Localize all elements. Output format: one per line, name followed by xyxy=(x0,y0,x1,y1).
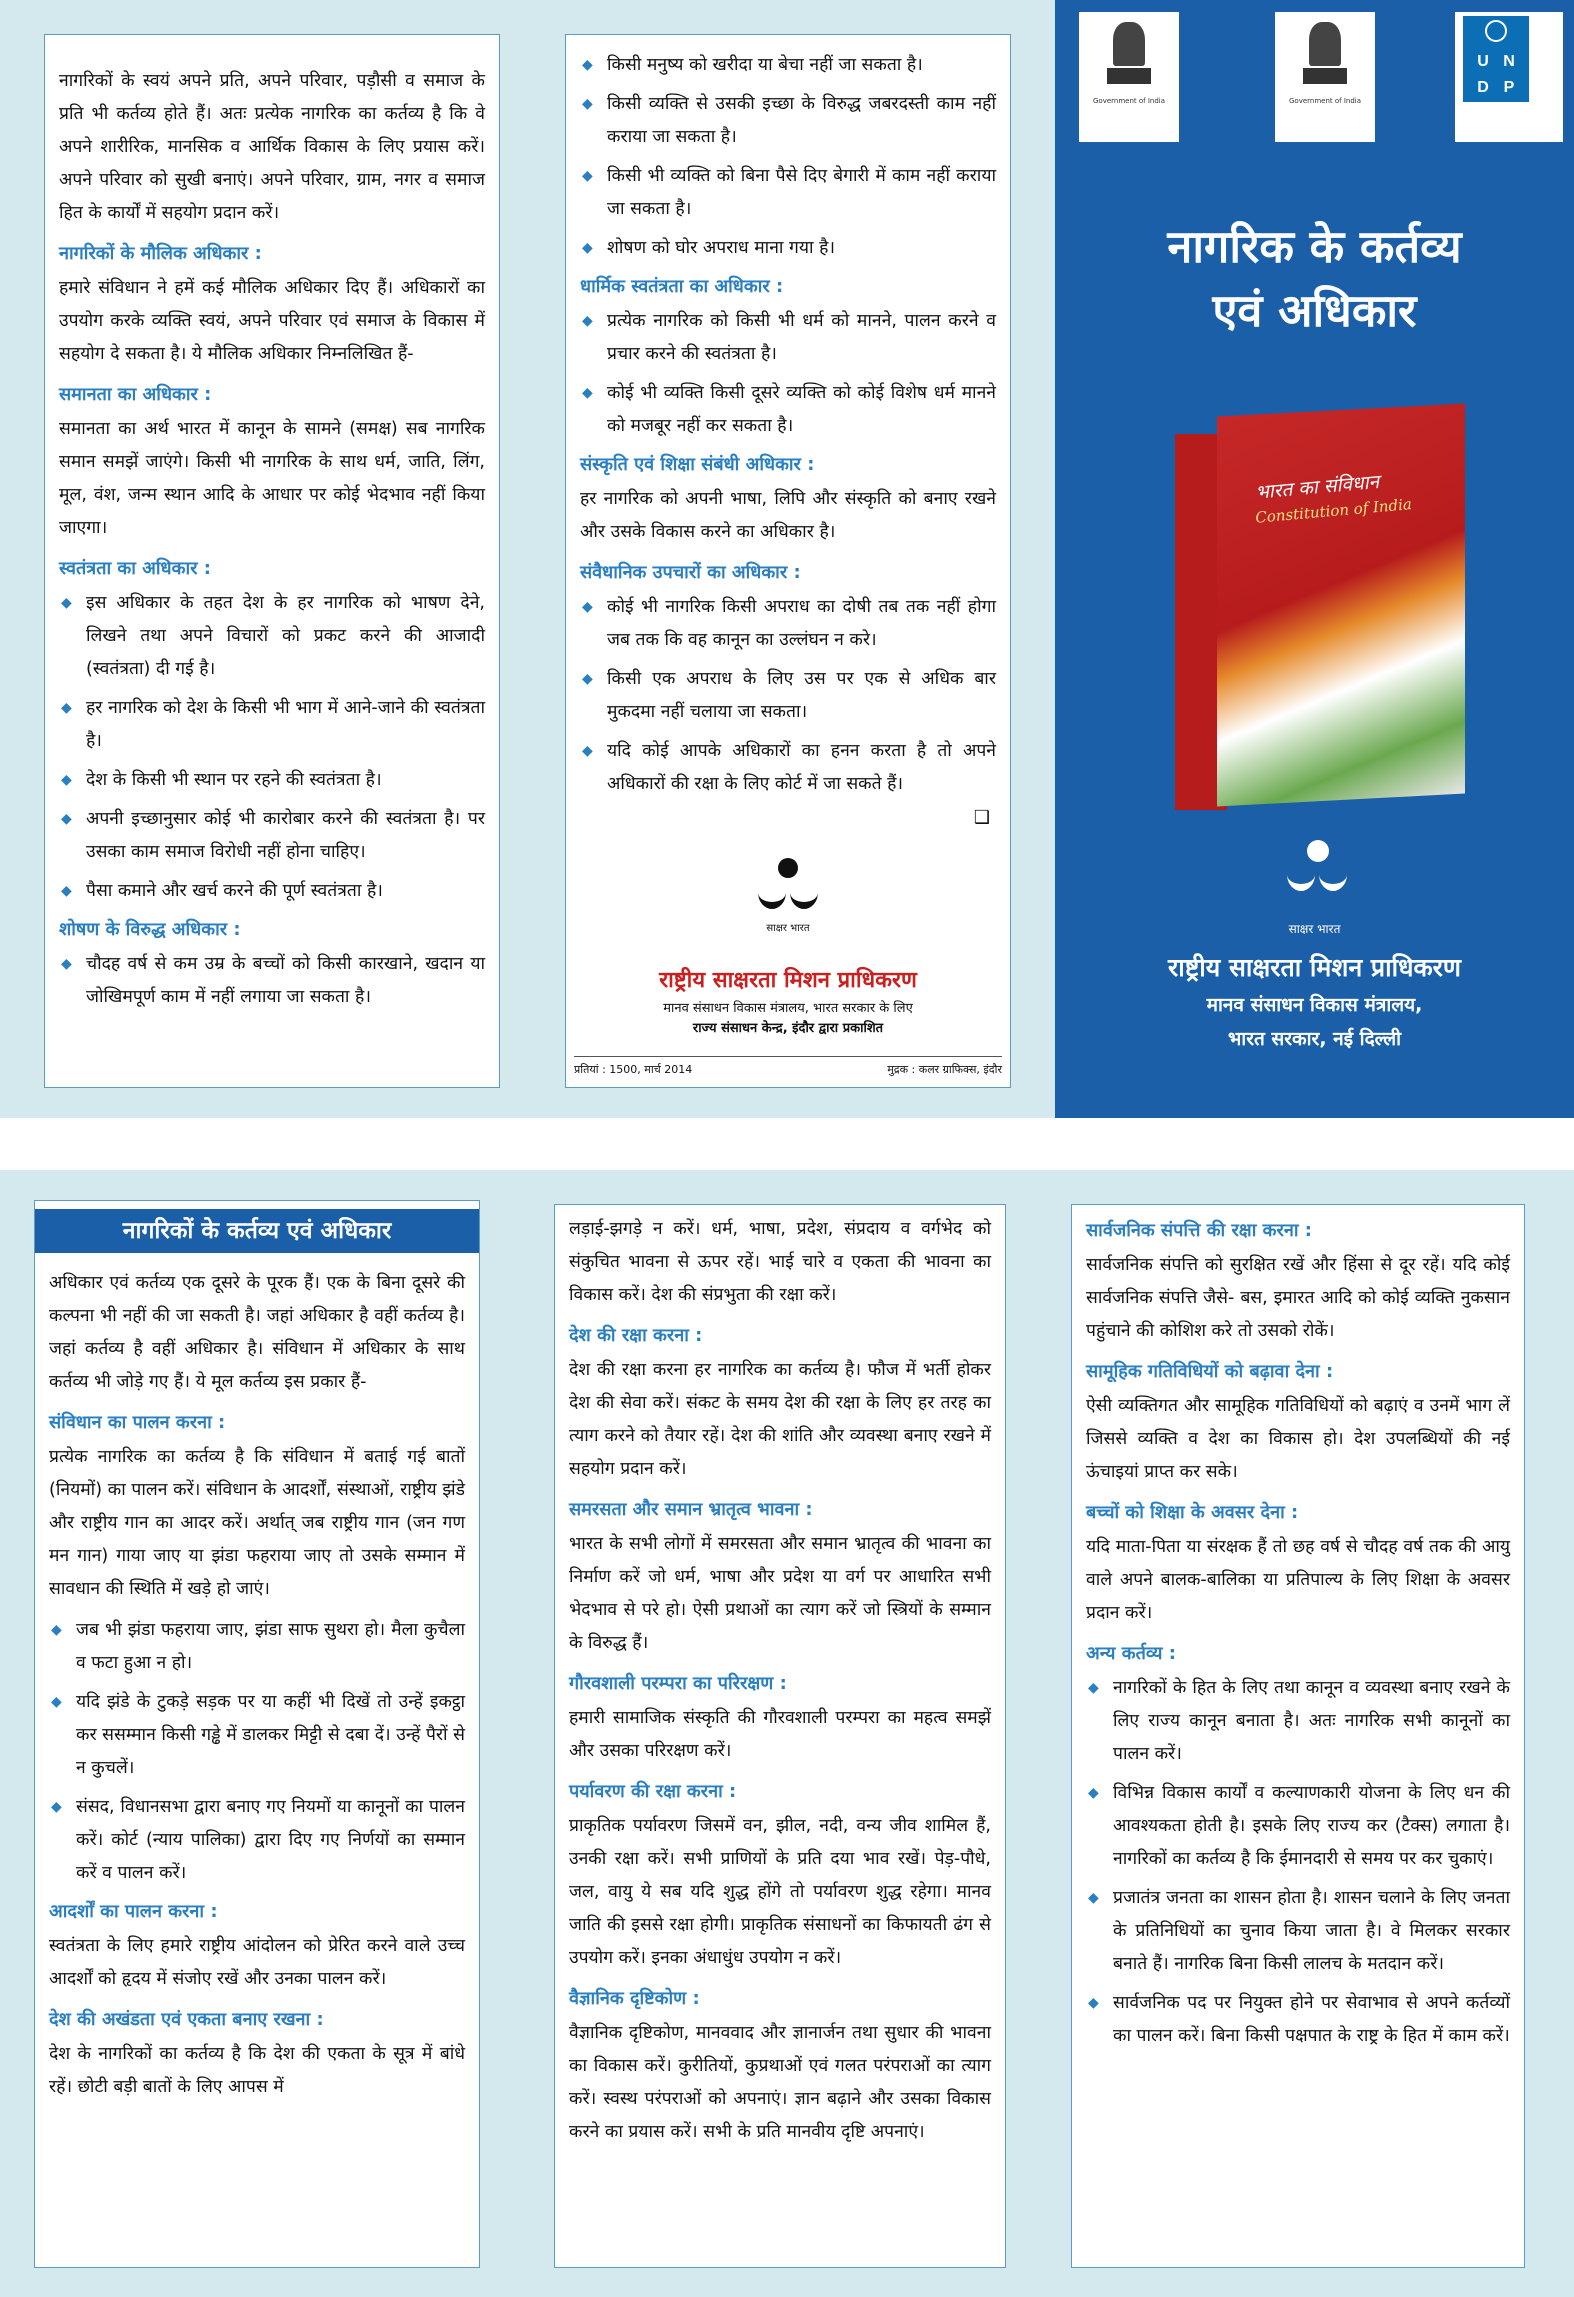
heading-unity-integrity: देश की अखंडता एवं एकता बनाए रखना : xyxy=(49,2009,324,2030)
list-item: ◆ कोई भी व्यक्ति किसी दूसरे व्यक्ति को कोई विशेष धर्म मानने को मजबूर नहीं कर सकता है। xyxy=(580,377,996,443)
ideals-paragraph: स्वतंत्रता के लिए हमारे राष्ट्रीय आंदोलन को प्रेरित करने वाले उच्च आदर्शों को हृदय में संजोए रखें और उनका पालन करें। xyxy=(49,1936,465,1989)
cover-title xyxy=(1055,215,1574,343)
top-panel-rights-2 xyxy=(565,34,1011,1088)
saakshar-bharat-logo-cover xyxy=(1287,840,1347,898)
intro-paragraph: नागरिकों के स्वयं अपने प्रति, अपने परिवार, पड़ौसी व समाज के प्रति भी कर्तव्य होते हैं। अतः प्रत्येक नागरिक का कर्तव्य है कि वे अपने शारीरिक, मानसिक व आर्थिक विकास के लिए प्रयास करें। अपने परिवार को सुखी बनाएं। अपने परिवार, ग्राम, नगर व समाज हित के कार्यों में सहयोग प्रदान करें। xyxy=(59,71,485,223)
list-item: ◆ किसी मनुष्य को खरीदा या बेचा नहीं जा सकता है। xyxy=(580,49,996,82)
heading-right-religion: धार्मिक स्वतंत्रता का अधिकार : xyxy=(580,276,784,297)
list-item: ◆ प्रत्येक नागरिक को किसी भी धर्म को मानने, पालन करने व प्रचार करने की स्वतंत्रता है। xyxy=(580,305,996,371)
top-sheet xyxy=(0,0,1574,1118)
duties-intro: अधिकार एवं कर्तव्य एक दूसरे के पूरक हैं। एक के बिना दूसरे की कल्पना भी नहीं की जा सकती है। जहां अधिकार है वहीं कर्तव्य है। जहां कर्तव्य है वहीं अधिकार है। संविधान में अधिकार के साथ कर्तव्य भी जोड़े गए हैं। ये मूल कर्तव्य इस प्रकार हैं- xyxy=(49,1273,465,1392)
heading-preserve-heritage: गौरवशाली परम्परा का परिरक्षण : xyxy=(569,1673,787,1694)
cover-org-sub-1: मानव संसाधन विकास मंत्रालय, xyxy=(1206,994,1423,1016)
list-item: ◆ अपनी इच्छानुसार कोई भी कारोबार करने की स्वतंत्रता है। पर उसका काम समाज विरोधी नहीं होना चाहिए। xyxy=(59,803,485,869)
undp-logo-icon: U N D P xyxy=(1463,16,1529,102)
culture-paragraph: हर नागरिक को अपनी भाषा, लिपि और संस्कृति को बनाए रखने और उसके विकास करने का अधिकार है। xyxy=(580,489,996,542)
logo-caption: साक्षर भारत xyxy=(766,923,810,934)
constitution-book-image xyxy=(1175,410,1475,810)
equality-paragraph: समानता का अर्थ भारत में कानून के सामने (समक्ष) सब नागरिक समान समझें जाएंगे। किसी भी नागरिक के साथ धर्म, जाति, लिंग, मूल, वंश, जन्म स्थान आदि के आधार पर कोई भेदभाव नहीं किया जाएगा। xyxy=(59,419,485,538)
exploitation-list xyxy=(59,948,485,1014)
heading-right-freedom: स्वतंत्रता का अधिकार : xyxy=(59,558,211,579)
heritage-paragraph: हमारी सामाजिक संस्कृति की गौरवशाली परम्परा का महत्व समझें और उसका परिरक्षण करें। xyxy=(569,1708,991,1761)
religion-list xyxy=(580,305,996,443)
other-duties-list xyxy=(1086,1672,1510,2053)
exploitation-list-continued xyxy=(580,49,996,265)
unity-paragraph: देश के नागरिकों का कर्तव्य है कि देश की एकता के सूत्र में बांधे रहें। छोटी बड़ी बातों के लिए आपस में xyxy=(49,2044,465,2097)
list-item: ◆ नागरिकों के हित के लिए तथा कानून व व्यवस्था बनाए रखने के लिए राज्य कानून बनाता है। अतः नागरिक सभी कानूनों का पालन करें। xyxy=(1086,1672,1510,1771)
heading-defend-country: देश की रक्षा करना : xyxy=(569,1325,703,1346)
book-title-hindi: भारत का संविधान xyxy=(1254,470,1380,504)
org-sub-line-1: मानव संसाधन विकास मंत्रालय, भारत सरकार के लिए xyxy=(663,1001,913,1016)
heading-other-duties: अन्य कर्तव्य : xyxy=(1086,1643,1176,1664)
undp-logo xyxy=(1455,12,1563,142)
bottom-panel-duties-3 xyxy=(1071,1204,1525,2268)
ashoka-emblem-icon xyxy=(1303,22,1347,92)
list-item: ◆ यदि झंडे के टुकड़े सड़क पर या कहीं भी दिखें तो उन्हें इकट्ठा कर ससम्मान किसी गड्ढे में डालकर मिट्टी से दबा दें। उन्हें पैरों से न कुचलें। xyxy=(49,1686,465,1785)
book-title-english: Constitution of India xyxy=(1254,495,1413,527)
bottom-sheet xyxy=(0,1170,1574,2297)
cover-org-name: राष्ट्रीय साक्षरता मिशन प्राधिकरण xyxy=(1168,953,1461,982)
heading-children-education: बच्चों को शिक्षा के अवसर देना : xyxy=(1086,1502,1299,1523)
heading-right-equality: समानता का अधिकार : xyxy=(59,384,212,405)
imprint-line xyxy=(574,1056,1002,1077)
heading-right-culture-education: संस्कृति एवं शिक्षा संबंधी अधिकार : xyxy=(580,454,815,475)
government-emblem-2 xyxy=(1275,12,1375,142)
list-item: ◆ विभिन्न विकास कार्यों व कल्याणकारी योजना के लिए धन की आवश्यकता होती है। इसके लिए राज्य कर (टैक्स) लगाता है। नागरिकों का कर्तव्य है कि ईमानदारी से समय पर कर चुकाएं। xyxy=(1086,1777,1510,1876)
heading-fundamental-rights: नागरिकों के मौलिक अधिकार : xyxy=(59,243,262,264)
government-emblem-1 xyxy=(1079,12,1179,142)
saakshar-bharat-logo xyxy=(758,858,818,916)
cover-title-line-1: नागरिक के कर्तव्य xyxy=(1167,220,1462,273)
freedom-list xyxy=(59,587,485,908)
printer-note: मुद्रक : कलर ग्राफिक्स, इंदौर xyxy=(887,1063,1002,1076)
unity-paragraph-continued: लड़ाई-झगड़े न करें। धर्म, भाषा, प्रदेश, संप्रदाय व वर्गभेद को संकुचित भावना से ऊपर रहें। भाई चारे व एकता की भावना का विकास करें। देश की संप्रभुता की रक्षा करें। xyxy=(569,1219,991,1305)
list-item: ◆ संसद, विधानसभा द्वारा बनाए गए नियमों या कानूनों का पालन करें। कोर्ट (न्याय पालिका) द्वारा दिए गए निर्णयों का सम्मान करें व पालन करें। xyxy=(49,1791,465,1890)
education-paragraph: यदि माता-पिता या संरक्षक हैं तो छह वर्ष से चौदह वर्ष तक की आयु वाले अपने बालक-बालिका या प्रतिपाल्य के लिए शिक्षा के अवसर प्रदान करें। xyxy=(1086,1537,1510,1623)
harmony-paragraph: भारत के सभी लोगों में समरसता और समान भ्रातृत्व की भावना का निर्माण करें जो धर्म, भाषा और प्रदेश या वर्ग पर आधारित सभी भेदभाव से परे हो। ऐसी प्रथाओं का त्याग करें जो स्त्रियों के सम्मान के विरुद्ध हैं। xyxy=(569,1534,991,1653)
flag-list xyxy=(49,1614,465,1890)
heading-collective-activities: सामूहिक गतिविधियों को बढ़ावा देना : xyxy=(1086,1361,1334,1382)
list-item: ◆ देश के किसी भी स्थान पर रहने की स्वतंत्रता है। xyxy=(59,764,485,797)
end-mark: ❑ xyxy=(973,807,990,828)
fundamental-rights-paragraph: हमारे संविधान ने हमें कई मौलिक अधिकार दिए हैं। अधिकारों का उपयोग करके व्यक्ति स्वयं, अपने परिवार एवं समाज के विकास में सहयोग दे सकता है। ये मौलिक अधिकार निम्नलिखित हैं- xyxy=(59,278,485,364)
list-item: ◆ किसी व्यक्ति से उसकी इच्छा के विरुद्ध जबरदस्ती काम नहीं कराया जा सकता है। xyxy=(580,88,996,154)
list-item: ◆ जब भी झंडा फहराया जाए, झंडा साफ सुथरा हो। मैला कुचैला व फटा हुआ न हो। xyxy=(49,1614,465,1680)
heading-right-constitutional-remedies: संवैधानिक उपचारों का अधिकार : xyxy=(580,562,801,583)
list-item: ◆ पैसा कमाने और खर्च करने की पूर्ण स्वतंत्रता है। xyxy=(59,875,485,908)
list-item: ◆ किसी एक अपराध के लिए उस पर एक से अधिक बार मुकदमा नहीं चलाया जा सकता। xyxy=(580,663,996,729)
list-item: ◆ किसी भी व्यक्ति को बिना पैसे दिए बेगारी में काम नहीं कराया जा सकता है। xyxy=(580,160,996,226)
list-item: ◆ चौदह वर्ष से कम उम्र के बच्चों को किसी कारखाने, खदान या जोखिमपूर्ण काम में नहीं लगाया जा सकता है। xyxy=(59,948,485,1014)
list-item: ◆ इस अधिकार के तहत देश के हर नागरिक को भाषण देने, लिखने तथा अपने विचारों को प्रकट करने की आजादी (स्वतंत्रता) दी गई है। xyxy=(59,587,485,686)
heading-scientific-temper: वैज्ञानिक दृष्टिकोण : xyxy=(569,1988,700,2009)
heading-protect-public-property: सार्वजनिक संपत्ति की रक्षा करना : xyxy=(1086,1220,1312,1241)
list-item: ◆ हर नागरिक को देश के किसी भी भाग में आने-जाने की स्वतंत्रता है। xyxy=(59,692,485,758)
heading-follow-constitution: संविधान का पालन करना : xyxy=(49,1412,226,1433)
cover-title-line-2: एवं अधिकार xyxy=(1212,284,1417,337)
bottom-panel-duties-1 xyxy=(34,1200,480,2268)
emblem-caption: Government of India xyxy=(1092,97,1166,105)
list-item: ◆ कोई भी नागरिक किसी अपराध का दोषी तब तक नहीं होगा जब तक कि वह कानून का उल्लंघन न करे। xyxy=(580,591,996,657)
defence-paragraph: देश की रक्षा करना हर नागरिक का कर्तव्य है। फौज में भर्ती होकर देश की सेवा करें। संकट के समय देश की रक्षा के लिए हर तरह का त्याग करने को तैयार रहें। देश की शांति और व्यवस्था बनाए रखने में सहयोग प्रदान करें। xyxy=(569,1360,991,1479)
heading-protect-environment: पर्यावरण की रक्षा करना : xyxy=(569,1781,737,1802)
bottom-panel-duties-2 xyxy=(554,1204,1006,2268)
org-sub-line-2: राज्य संसाधन केन्द्र, इंदौर द्वारा प्रकाशित xyxy=(692,1021,884,1036)
cover-logo-caption: साक्षर भारत xyxy=(1288,922,1341,936)
heading-right-against-exploitation: शोषण के विरुद्ध अधिकार : xyxy=(59,919,241,940)
science-paragraph: वैज्ञानिक दृष्टिकोण, मानववाद और ज्ञानार्जन तथा सुधार की भावना का विकास करें। कुरीतियों, कुप्रथाओं एवं गलत परंपराओं का त्याग करें। स्वस्थ परंपराओं को अपनाएं। ज्ञान बढ़ाने और उसका विकास करने का प्रयास करें। सभी के प्रति मानवीय दृष्टि अपनाएं। xyxy=(569,2023,991,2142)
duties-banner: नागरिकों के कर्तव्य एवं अधिकार xyxy=(35,1209,479,1253)
ashoka-emblem-icon xyxy=(1107,22,1151,92)
constitution-paragraph: प्रत्येक नागरिक का कर्तव्य है कि संविधान में बताई गई बातों (नियमों) का पालन करें। संविधान के आदर्शों, संस्थाओं, राष्ट्रीय झंडे और राष्ट्रीय गान का आदर करें। अर्थात् जब राष्ट्रीय गान (जन गण मन गान) गाया जाए या झंडा फहराया जाए तो उसके सम्मान में सावधान की स्थिति में खड़े हो जाएं। xyxy=(49,1447,465,1599)
list-item: ◆ यदि कोई आपके अधिकारों का हनन करता है तो अपने अधिकारों की रक्षा के लिए कोर्ट में जा सकते हैं। xyxy=(580,735,996,801)
list-item: ◆ प्रजातंत्र जनता का शासन होता है। शासन चलाने के लिए जनता के प्रतिनिधियों का चुनाव किया जाता है। वे मिलकर सरकार बनाते हैं। नागरिक बिना किसी लालच के मतदान करें। xyxy=(1086,1882,1510,1981)
list-item: ◆ सार्वजनिक पद पर नियुक्त होने पर सेवाभाव से अपने कर्तव्यों का पालन करें। बिना किसी पक्षपात के राष्ट्र के हित में काम करें। xyxy=(1086,1987,1510,2053)
cover-org-sub-2: भारत सरकार, नई दिल्ली xyxy=(1227,1028,1402,1050)
publisher-block xyxy=(580,920,996,1036)
list-item: ◆ शोषण को घोर अपराध माना गया है। xyxy=(580,232,996,265)
emblem-caption: Government of India xyxy=(1288,97,1362,105)
top-panel-rights-1 xyxy=(44,34,500,1088)
property-paragraph: सार्वजनिक संपत्ति को सुरक्षित रखें और हिंसा से दूर रहें। यदि कोई सार्वजनिक संपत्ति जैसे- बस, इमारत आदि को कोई व्यक्ति नुकसान पहुंचाने की कोशिश करे तो उसको रोकें। xyxy=(1086,1255,1510,1341)
heading-follow-ideals: आदर्शों का पालन करना : xyxy=(49,1901,218,1922)
collective-paragraph: ऐसी व्यक्तिगत और सामूहिक गतिविधियों को बढ़ाएं व उनमें भाग लें जिससे व्यक्ति व देश का विकास हो। देश उपलब्धियों की नई ऊंचाइयां प्राप्त कर सके। xyxy=(1086,1396,1510,1482)
heading-harmony-brotherhood: समरसता और समान भ्रातृत्व भावना : xyxy=(569,1499,813,1520)
copies-note: प्रतियां : 1500, मार्च 2014 xyxy=(574,1063,693,1076)
environment-paragraph: प्राकृतिक पर्यावरण जिसमें वन, झील, नदी, वन्य जीव शामिल हैं, उनकी रक्षा करें। सभी प्राणियों के प्रति दया भाव रखें। पेड़-पौधे, जल, वायु ये सब यदि शुद्ध होंगे तो पर्यावरण शुद्ध रहेगा। मानव जाति की इससे रक्षा होगी। प्राकृतिक संसाधनों का किफायती ढंग से उपयोग करें। इनका अंधाधुंध उपयोग न करें। xyxy=(569,1816,991,1968)
remedy-list xyxy=(580,591,996,801)
cover-org-block xyxy=(1055,948,1574,1056)
cover-panel xyxy=(1055,0,1574,1118)
org-name: राष्ट्रीय साक्षरता मिशन प्राधिकरण xyxy=(659,968,917,993)
